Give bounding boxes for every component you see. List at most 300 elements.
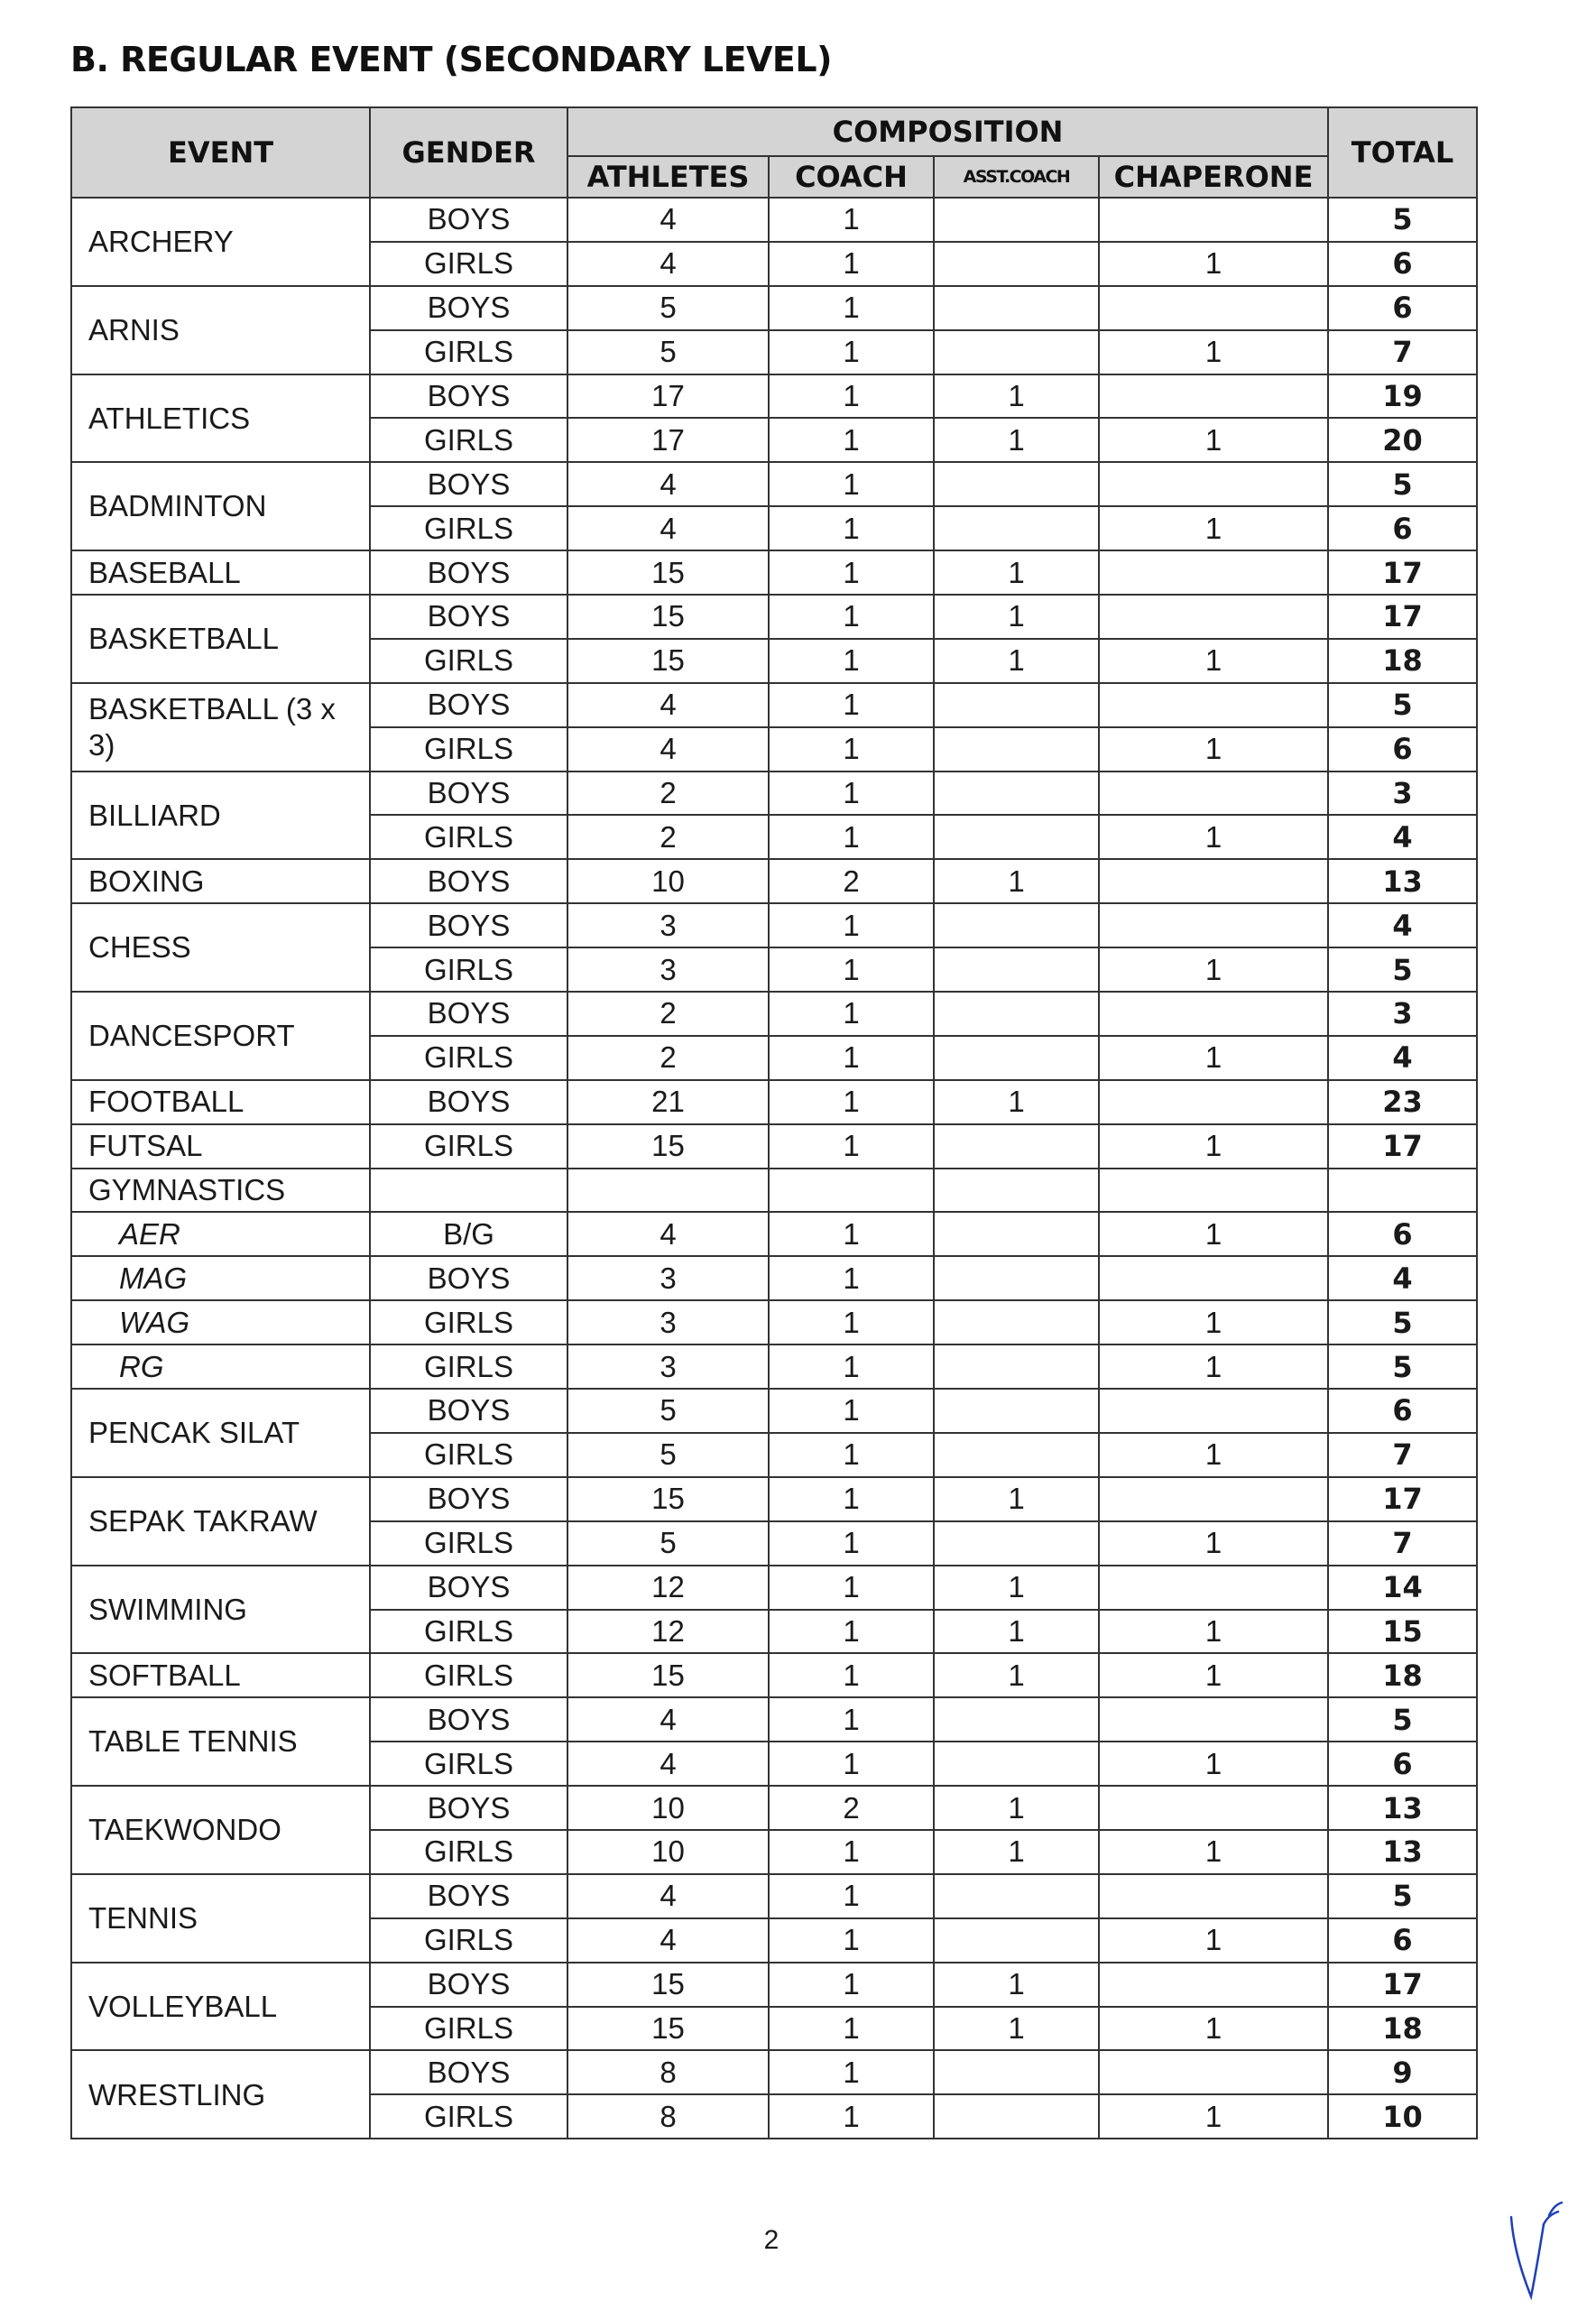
chaperone-cell: 1 bbox=[1099, 1742, 1328, 1786]
athletes-cell: 3 bbox=[567, 1344, 769, 1389]
chaperone-cell bbox=[1099, 2050, 1328, 2094]
athletes-cell: 4 bbox=[567, 1742, 769, 1786]
chaperone-cell: 1 bbox=[1099, 506, 1328, 550]
gender-cell: BOYS bbox=[370, 1080, 567, 1124]
gender-cell: GIRLS bbox=[370, 1653, 567, 1697]
total-cell: 10 bbox=[1328, 2094, 1477, 2139]
gender-cell: BOYS bbox=[370, 1697, 567, 1742]
gender-cell: GIRLS bbox=[370, 330, 567, 374]
coach-cell: 1 bbox=[769, 903, 934, 947]
coach-cell: 1 bbox=[769, 1344, 934, 1389]
total-cell: 5 bbox=[1328, 198, 1477, 242]
event-name-cell: BASKETBALL bbox=[71, 595, 370, 683]
athletes-cell: 15 bbox=[567, 1477, 769, 1521]
chaperone-cell bbox=[1099, 1566, 1328, 1610]
chaperone-cell bbox=[1099, 1169, 1328, 1213]
athletes-cell: 5 bbox=[567, 1521, 769, 1566]
coach-cell: 1 bbox=[769, 1036, 934, 1080]
total-cell: 3 bbox=[1328, 992, 1477, 1036]
gender-cell: BOYS bbox=[370, 1566, 567, 1610]
gender-cell: GIRLS bbox=[370, 2007, 567, 2051]
table-row bbox=[71, 1477, 1477, 1521]
athletes-cell: 15 bbox=[567, 2007, 769, 2051]
coach-cell: 1 bbox=[769, 418, 934, 462]
athletes-cell: 4 bbox=[567, 242, 769, 286]
coach-cell: 1 bbox=[769, 1653, 934, 1697]
asst-coach-cell bbox=[934, 1918, 1099, 1963]
event-name-cell: PENCAK SILAT bbox=[71, 1389, 370, 1477]
athletes-cell: 4 bbox=[567, 1874, 769, 1918]
total-cell: 20 bbox=[1328, 418, 1477, 462]
chaperone-cell bbox=[1099, 1786, 1328, 1830]
table-row bbox=[71, 286, 1477, 330]
asst-coach-cell bbox=[934, 1124, 1099, 1169]
gender-cell: BOYS bbox=[370, 595, 567, 639]
chaperone-cell: 1 bbox=[1099, 727, 1328, 772]
chaperone-cell bbox=[1099, 462, 1328, 506]
gender-cell: GIRLS bbox=[370, 1742, 567, 1786]
coach-cell: 1 bbox=[769, 198, 934, 242]
table-row bbox=[71, 1566, 1477, 1610]
chaperone-cell bbox=[1099, 1080, 1328, 1124]
table-row bbox=[71, 772, 1477, 816]
coach-cell: 1 bbox=[769, 1389, 934, 1433]
gender-cell: GIRLS bbox=[370, 242, 567, 286]
coach-cell bbox=[769, 1169, 934, 1213]
gender-cell: GIRLS bbox=[370, 2094, 567, 2139]
asst-coach-column-header: ASST.COACH bbox=[934, 156, 1099, 198]
athletes-cell: 15 bbox=[567, 1963, 769, 2007]
total-cell: 6 bbox=[1328, 1742, 1477, 1786]
total-cell: 6 bbox=[1328, 1389, 1477, 1433]
chaperone-cell bbox=[1099, 992, 1328, 1036]
athletes-cell: 10 bbox=[567, 1830, 769, 1874]
athletes-cell: 5 bbox=[567, 1389, 769, 1433]
asst-coach-cell bbox=[934, 1742, 1099, 1786]
chaperone-cell: 1 bbox=[1099, 1344, 1328, 1389]
athletes-cell: 8 bbox=[567, 2050, 769, 2094]
asst-coach-cell bbox=[934, 903, 1099, 947]
total-cell: 9 bbox=[1328, 2050, 1477, 2094]
coach-cell: 2 bbox=[769, 1786, 934, 1830]
total-cell: 3 bbox=[1328, 772, 1477, 816]
chaperone-cell: 1 bbox=[1099, 242, 1328, 286]
athletes-cell: 4 bbox=[567, 506, 769, 550]
chaperone-cell bbox=[1099, 595, 1328, 639]
gender-cell: GIRLS bbox=[370, 1036, 567, 1080]
gender-cell: BOYS bbox=[370, 286, 567, 330]
athletes-cell: 5 bbox=[567, 1433, 769, 1477]
table-row bbox=[71, 683, 1477, 727]
chaperone-cell: 1 bbox=[1099, 947, 1328, 992]
asst-coach-cell: 1 bbox=[934, 1477, 1099, 1521]
event-name-cell: TAEKWONDO bbox=[71, 1786, 370, 1874]
asst-coach-cell bbox=[934, 947, 1099, 992]
event-name-cell: BOXING bbox=[71, 859, 370, 903]
gender-cell: GIRLS bbox=[370, 1344, 567, 1389]
athletes-cell: 15 bbox=[567, 1653, 769, 1697]
composition-column-header: COMPOSITION bbox=[567, 107, 1328, 156]
athletes-cell: 4 bbox=[567, 198, 769, 242]
athletes-cell: 3 bbox=[567, 903, 769, 947]
asst-coach-cell: 1 bbox=[934, 2007, 1099, 2051]
chaperone-cell: 1 bbox=[1099, 1830, 1328, 1874]
gender-cell: BOYS bbox=[370, 903, 567, 947]
asst-coach-cell bbox=[934, 198, 1099, 242]
coach-cell: 1 bbox=[769, 1874, 934, 1918]
asst-coach-cell: 1 bbox=[934, 418, 1099, 462]
chaperone-cell bbox=[1099, 903, 1328, 947]
chaperone-cell bbox=[1099, 1256, 1328, 1300]
table-row bbox=[71, 1212, 1477, 1256]
total-cell: 5 bbox=[1328, 1300, 1477, 1344]
asst-coach-cell bbox=[934, 1389, 1099, 1433]
total-cell: 6 bbox=[1328, 1212, 1477, 1256]
coach-cell: 1 bbox=[769, 1124, 934, 1169]
athletes-cell bbox=[567, 1169, 769, 1213]
chaperone-column-header: CHAPERONE bbox=[1099, 156, 1328, 198]
chaperone-cell bbox=[1099, 683, 1328, 727]
athletes-cell: 2 bbox=[567, 815, 769, 859]
total-cell: 5 bbox=[1328, 462, 1477, 506]
asst-coach-cell bbox=[934, 2050, 1099, 2094]
athletes-cell: 17 bbox=[567, 418, 769, 462]
coach-cell: 1 bbox=[769, 772, 934, 816]
total-cell: 18 bbox=[1328, 639, 1477, 683]
total-cell: 17 bbox=[1328, 1477, 1477, 1521]
chaperone-cell bbox=[1099, 1963, 1328, 2007]
athletes-cell: 3 bbox=[567, 1256, 769, 1300]
gender-cell: BOYS bbox=[370, 1786, 567, 1830]
event-name-cell: FOOTBALL bbox=[71, 1080, 370, 1124]
gender-cell: GIRLS bbox=[370, 1521, 567, 1566]
athletes-cell: 2 bbox=[567, 772, 769, 816]
asst-coach-cell bbox=[934, 1036, 1099, 1080]
event-name-cell: ARNIS bbox=[71, 286, 370, 374]
gender-cell: BOYS bbox=[370, 1256, 567, 1300]
chaperone-cell: 1 bbox=[1099, 2007, 1328, 2051]
total-cell: 18 bbox=[1328, 2007, 1477, 2051]
total-cell: 4 bbox=[1328, 903, 1477, 947]
total-cell: 13 bbox=[1328, 859, 1477, 903]
athletes-cell: 4 bbox=[567, 1697, 769, 1742]
coach-cell: 1 bbox=[769, 506, 934, 550]
event-name-cell: TABLE TENNIS bbox=[71, 1697, 370, 1786]
asst-coach-cell: 1 bbox=[934, 595, 1099, 639]
table-row bbox=[71, 1786, 1477, 1830]
event-name-cell: TENNIS bbox=[71, 1874, 370, 1963]
event-name-cell: ARCHERY bbox=[71, 198, 370, 286]
gender-cell: GIRLS bbox=[370, 1610, 567, 1654]
asst-coach-cell bbox=[934, 683, 1099, 727]
asst-coach-cell: 1 bbox=[934, 1786, 1099, 1830]
coach-cell: 1 bbox=[769, 815, 934, 859]
gender-cell: BOYS bbox=[370, 550, 567, 595]
gender-cell: GIRLS bbox=[370, 1124, 567, 1169]
chaperone-cell bbox=[1099, 286, 1328, 330]
chaperone-cell: 1 bbox=[1099, 1521, 1328, 1566]
total-cell: 6 bbox=[1328, 1918, 1477, 1963]
coach-cell: 1 bbox=[769, 1566, 934, 1610]
total-cell: 13 bbox=[1328, 1830, 1477, 1874]
athletes-cell: 2 bbox=[567, 992, 769, 1036]
athletes-cell: 17 bbox=[567, 374, 769, 419]
total-cell: 17 bbox=[1328, 1124, 1477, 1169]
gender-cell: BOYS bbox=[370, 2050, 567, 2094]
athletes-cell: 12 bbox=[567, 1610, 769, 1654]
coach-cell: 1 bbox=[769, 286, 934, 330]
chaperone-cell bbox=[1099, 1697, 1328, 1742]
coach-cell: 1 bbox=[769, 1477, 934, 1521]
chaperone-cell bbox=[1099, 772, 1328, 816]
asst-coach-cell bbox=[934, 727, 1099, 772]
table-row bbox=[71, 1169, 1477, 1213]
total-cell: 7 bbox=[1328, 330, 1477, 374]
event-name-cell: BASKETBALL (3 x 3) bbox=[71, 683, 370, 772]
event-name-cell: BILLIARD bbox=[71, 772, 370, 860]
gender-cell: GIRLS bbox=[370, 418, 567, 462]
chaperone-cell: 1 bbox=[1099, 1653, 1328, 1697]
coach-cell: 1 bbox=[769, 1300, 934, 1344]
section-heading: B. REGULAR EVENT (SECONDARY LEVEL) bbox=[70, 40, 832, 79]
total-cell: 17 bbox=[1328, 1963, 1477, 2007]
table-row bbox=[71, 198, 1477, 242]
total-cell: 5 bbox=[1328, 683, 1477, 727]
coach-cell: 1 bbox=[769, 242, 934, 286]
gender-cell: B/G bbox=[370, 1212, 567, 1256]
total-cell: 17 bbox=[1328, 595, 1477, 639]
table-row bbox=[71, 2050, 1477, 2094]
asst-coach-cell bbox=[934, 330, 1099, 374]
chaperone-cell: 1 bbox=[1099, 639, 1328, 683]
total-cell: 5 bbox=[1328, 1344, 1477, 1389]
asst-coach-cell bbox=[934, 2094, 1099, 2139]
coach-cell: 1 bbox=[769, 1080, 934, 1124]
gender-cell: GIRLS bbox=[370, 1433, 567, 1477]
total-cell: 6 bbox=[1328, 727, 1477, 772]
total-cell: 6 bbox=[1328, 242, 1477, 286]
athletes-cell: 10 bbox=[567, 859, 769, 903]
event-column-header: EVENT bbox=[71, 107, 370, 198]
asst-coach-cell: 1 bbox=[934, 1830, 1099, 1874]
athletes-cell: 4 bbox=[567, 1918, 769, 1963]
event-name-cell: ATHLETICS bbox=[71, 374, 370, 463]
table-row bbox=[71, 992, 1477, 1036]
gender-cell: GIRLS bbox=[370, 1300, 567, 1344]
coach-cell: 1 bbox=[769, 1521, 934, 1566]
coach-cell: 1 bbox=[769, 2050, 934, 2094]
chaperone-cell: 1 bbox=[1099, 1036, 1328, 1080]
athletes-cell: 15 bbox=[567, 639, 769, 683]
asst-coach-cell: 1 bbox=[934, 1653, 1099, 1697]
asst-coach-cell bbox=[934, 1300, 1099, 1344]
chaperone-cell bbox=[1099, 198, 1328, 242]
total-cell: 4 bbox=[1328, 1036, 1477, 1080]
total-cell: 19 bbox=[1328, 374, 1477, 419]
gender-cell: GIRLS bbox=[370, 1830, 567, 1874]
table-row bbox=[71, 1653, 1477, 1697]
athletes-cell: 8 bbox=[567, 2094, 769, 2139]
coach-cell: 1 bbox=[769, 1918, 934, 1963]
athletes-cell: 15 bbox=[567, 550, 769, 595]
event-name-cell: WRESTLING bbox=[71, 2050, 370, 2139]
total-cell: 13 bbox=[1328, 1786, 1477, 1830]
coach-cell: 1 bbox=[769, 2094, 934, 2139]
asst-coach-cell: 1 bbox=[934, 639, 1099, 683]
total-cell: 17 bbox=[1328, 550, 1477, 595]
total-cell: 5 bbox=[1328, 1697, 1477, 1742]
athletes-cell: 5 bbox=[567, 286, 769, 330]
page-number: 2 bbox=[763, 2225, 780, 2255]
coach-cell: 1 bbox=[769, 992, 934, 1036]
asst-coach-cell bbox=[934, 1433, 1099, 1477]
table-row bbox=[71, 1963, 1477, 2007]
event-subcategory-cell: MAG bbox=[71, 1256, 370, 1300]
table-row bbox=[71, 374, 1477, 419]
table-row bbox=[71, 1344, 1477, 1389]
asst-coach-cell bbox=[934, 1521, 1099, 1566]
total-cell: 6 bbox=[1328, 286, 1477, 330]
table-row bbox=[71, 462, 1477, 506]
gender-cell: BOYS bbox=[370, 1874, 567, 1918]
asst-coach-cell bbox=[934, 1874, 1099, 1918]
total-cell bbox=[1328, 1169, 1477, 1213]
event-name-cell: SEPAK TAKRAW bbox=[71, 1477, 370, 1566]
table-row bbox=[71, 1300, 1477, 1344]
coach-cell: 1 bbox=[769, 947, 934, 992]
athletes-cell: 12 bbox=[567, 1566, 769, 1610]
handwritten-initial-mark bbox=[1493, 2161, 1574, 2305]
gender-cell: GIRLS bbox=[370, 639, 567, 683]
event-subcategory-cell: AER bbox=[71, 1212, 370, 1256]
athletes-cell: 4 bbox=[567, 727, 769, 772]
total-cell: 7 bbox=[1328, 1433, 1477, 1477]
gender-cell: BOYS bbox=[370, 992, 567, 1036]
asst-coach-cell: 1 bbox=[934, 859, 1099, 903]
gender-cell: GIRLS bbox=[370, 506, 567, 550]
event-name-cell: GYMNASTICS bbox=[71, 1169, 370, 1213]
asst-coach-cell bbox=[934, 462, 1099, 506]
athletes-cell: 5 bbox=[567, 330, 769, 374]
chaperone-cell: 1 bbox=[1099, 1610, 1328, 1654]
asst-coach-cell bbox=[934, 242, 1099, 286]
chaperone-cell bbox=[1099, 374, 1328, 419]
table-row bbox=[71, 1256, 1477, 1300]
chaperone-cell: 1 bbox=[1099, 1300, 1328, 1344]
gender-cell: GIRLS bbox=[370, 727, 567, 772]
table-row bbox=[71, 859, 1477, 903]
coach-cell: 1 bbox=[769, 727, 934, 772]
chaperone-cell bbox=[1099, 1389, 1328, 1433]
coach-cell: 1 bbox=[769, 374, 934, 419]
coach-cell: 1 bbox=[769, 330, 934, 374]
table-row bbox=[71, 550, 1477, 595]
total-column-header: TOTAL bbox=[1328, 107, 1477, 198]
coach-cell: 1 bbox=[769, 1697, 934, 1742]
event-name-cell: SOFTBALL bbox=[71, 1653, 370, 1697]
athletes-cell: 2 bbox=[567, 1036, 769, 1080]
coach-cell: 1 bbox=[769, 639, 934, 683]
coach-cell: 1 bbox=[769, 550, 934, 595]
table-row bbox=[71, 903, 1477, 947]
event-subcategory-cell: RG bbox=[71, 1344, 370, 1389]
total-cell: 5 bbox=[1328, 1874, 1477, 1918]
table-row bbox=[71, 595, 1477, 639]
event-subcategory-cell: WAG bbox=[71, 1300, 370, 1344]
coach-cell: 1 bbox=[769, 683, 934, 727]
chaperone-cell: 1 bbox=[1099, 418, 1328, 462]
event-name-cell: VOLLEYBALL bbox=[71, 1963, 370, 2051]
chaperone-cell bbox=[1099, 550, 1328, 595]
coach-cell: 1 bbox=[769, 2007, 934, 2051]
event-name-cell: BASEBALL bbox=[71, 550, 370, 595]
total-cell: 14 bbox=[1328, 1566, 1477, 1610]
total-cell: 6 bbox=[1328, 506, 1477, 550]
asst-coach-cell bbox=[934, 1212, 1099, 1256]
event-name-cell: FUTSAL bbox=[71, 1124, 370, 1169]
chaperone-cell bbox=[1099, 859, 1328, 903]
gender-cell: BOYS bbox=[370, 198, 567, 242]
athletes-cell: 3 bbox=[567, 1300, 769, 1344]
event-name-cell: DANCESPORT bbox=[71, 992, 370, 1080]
chaperone-cell: 1 bbox=[1099, 1918, 1328, 1963]
table-row bbox=[71, 1874, 1477, 1918]
coach-cell: 2 bbox=[769, 859, 934, 903]
asst-coach-cell: 1 bbox=[934, 1566, 1099, 1610]
event-name-cell: SWIMMING bbox=[71, 1566, 370, 1654]
total-cell: 4 bbox=[1328, 815, 1477, 859]
coach-cell: 1 bbox=[769, 1212, 934, 1256]
asst-coach-cell bbox=[934, 1697, 1099, 1742]
asst-coach-cell bbox=[934, 1344, 1099, 1389]
table-row bbox=[71, 1697, 1477, 1742]
athletes-cell: 15 bbox=[567, 595, 769, 639]
total-cell: 5 bbox=[1328, 947, 1477, 992]
coach-column-header: COACH bbox=[769, 156, 934, 198]
gender-column-header: GENDER bbox=[370, 107, 567, 198]
event-name-cell: CHESS bbox=[71, 903, 370, 992]
asst-coach-cell: 1 bbox=[934, 1080, 1099, 1124]
coach-cell: 1 bbox=[769, 1610, 934, 1654]
chaperone-cell: 1 bbox=[1099, 1212, 1328, 1256]
asst-coach-cell: 1 bbox=[934, 1963, 1099, 2007]
asst-coach-cell: 1 bbox=[934, 550, 1099, 595]
athletes-cell: 21 bbox=[567, 1080, 769, 1124]
asst-coach-cell bbox=[934, 992, 1099, 1036]
coach-cell: 1 bbox=[769, 1256, 934, 1300]
asst-coach-cell bbox=[934, 506, 1099, 550]
delegation-composition-table bbox=[70, 106, 1478, 2139]
table-row bbox=[71, 1124, 1477, 1169]
total-cell: 18 bbox=[1328, 1653, 1477, 1697]
coach-cell: 1 bbox=[769, 595, 934, 639]
gender-cell: GIRLS bbox=[370, 815, 567, 859]
asst-coach-cell bbox=[934, 1256, 1099, 1300]
asst-coach-cell bbox=[934, 1169, 1099, 1213]
chaperone-cell bbox=[1099, 1477, 1328, 1521]
gender-cell: GIRLS bbox=[370, 947, 567, 992]
chaperone-cell: 1 bbox=[1099, 1124, 1328, 1169]
gender-cell: BOYS bbox=[370, 1389, 567, 1433]
coach-cell: 1 bbox=[769, 1963, 934, 2007]
gender-cell: GIRLS bbox=[370, 1918, 567, 1963]
event-name-cell: BADMINTON bbox=[71, 462, 370, 550]
gender-cell: BOYS bbox=[370, 1477, 567, 1521]
coach-cell: 1 bbox=[769, 1830, 934, 1874]
coach-cell: 1 bbox=[769, 1433, 934, 1477]
chaperone-cell: 1 bbox=[1099, 330, 1328, 374]
athletes-cell: 15 bbox=[567, 1124, 769, 1169]
